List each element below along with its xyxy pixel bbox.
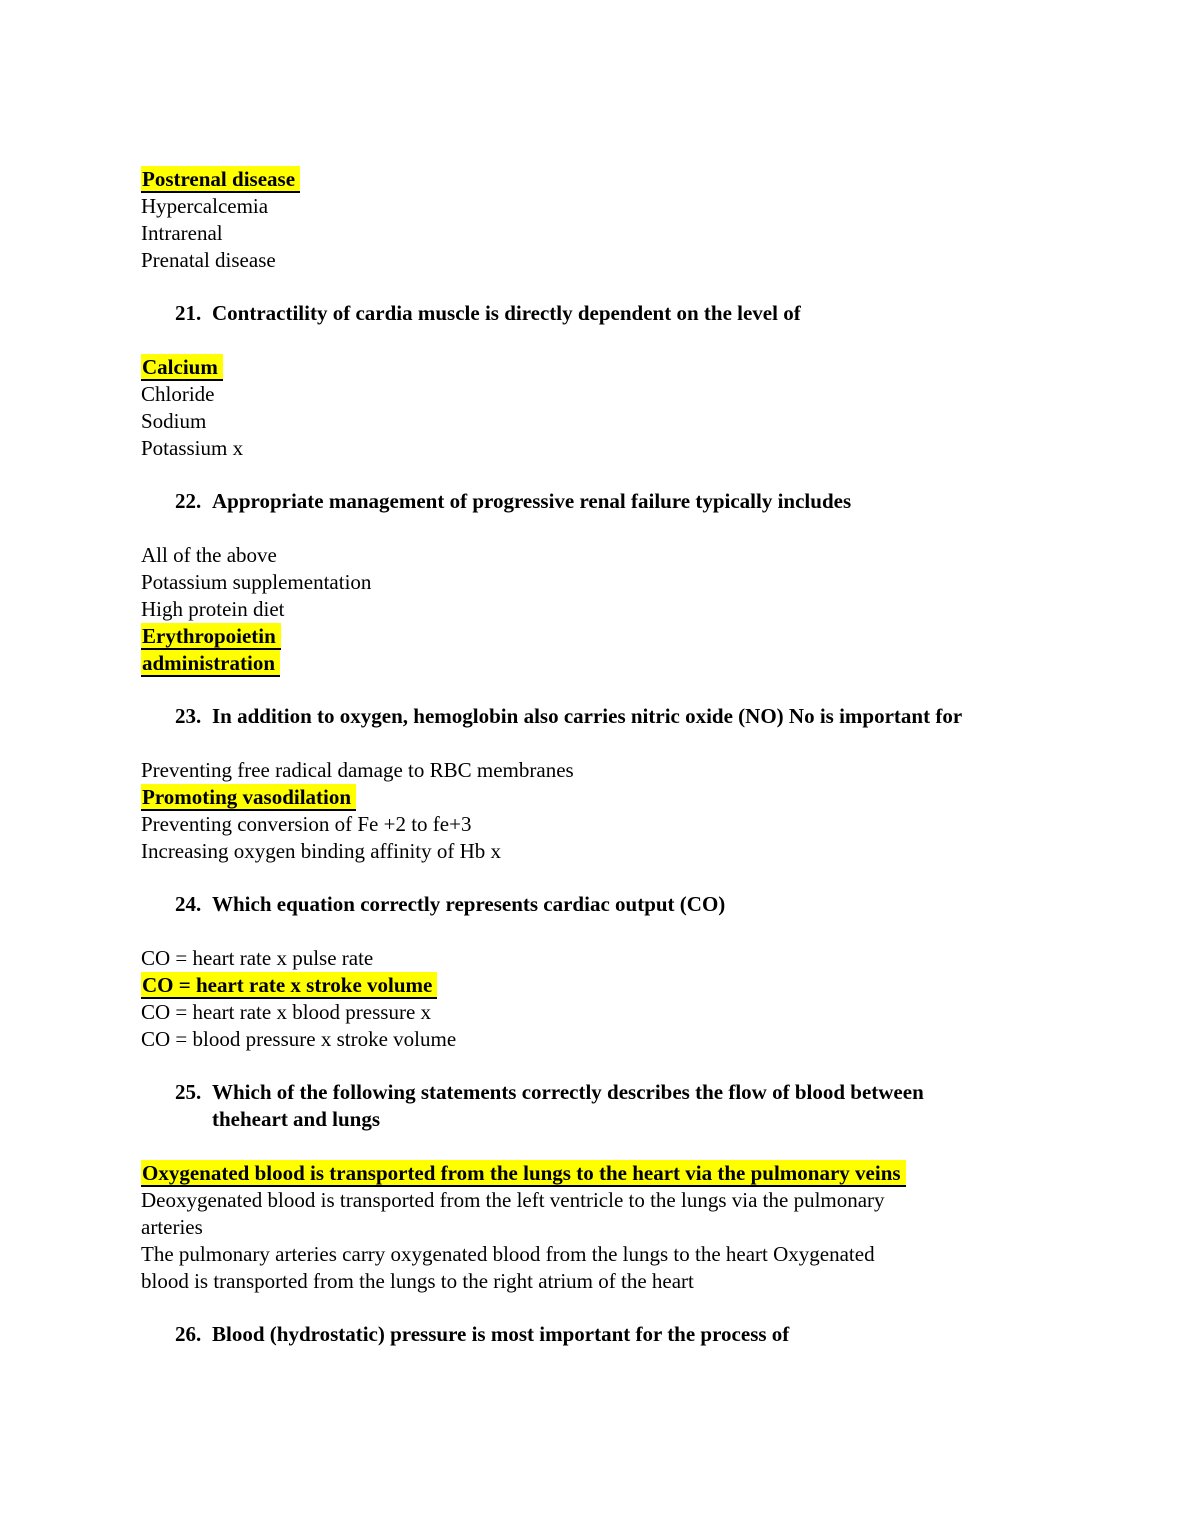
answer-text: Deoxygenated blood is transported from the left ventricle to the lungs via the pulmonary <box>141 1188 885 1212</box>
question-block <box>175 488 1150 515</box>
question-text: Which equation correctly represents cardiac output (CO) <box>212 892 726 916</box>
question-block <box>175 1079 1150 1133</box>
answer-option <box>141 596 1150 623</box>
answer-text: Hypercalcemia <box>141 194 269 218</box>
question-number: 25. <box>175 1080 202 1104</box>
question-line <box>175 488 1150 515</box>
answer-option <box>141 650 1150 677</box>
answer-option <box>141 1268 1150 1295</box>
answer-option <box>141 811 1150 838</box>
question-block <box>175 891 1150 918</box>
answer-text: CO = heart rate x blood pressure x <box>141 1000 432 1024</box>
question-line <box>175 300 1150 327</box>
answer-option <box>141 193 1150 220</box>
highlighted-answer: Postrenal disease <box>141 166 300 193</box>
question-continuation <box>175 1106 1150 1133</box>
question-text: theheart and lungs <box>212 1107 381 1131</box>
answer-text: Preventing free radical damage to RBC membranes <box>141 758 574 782</box>
answer-option <box>141 381 1150 408</box>
highlighted-answer: administration <box>141 650 280 677</box>
answer-text: Potassium x <box>141 436 244 460</box>
answer-option <box>141 1187 1150 1214</box>
answer-text: Intrarenal <box>141 221 223 245</box>
question-text: In addition to oxygen, hemoglobin also carries nitric oxide (NO) No is important for <box>212 704 963 728</box>
highlighted-answer: Oxygenated blood is transported from the lungs to the heart via the pulmonary veins <box>141 1160 906 1187</box>
answer-options <box>141 945 1150 1053</box>
answer-option <box>141 569 1150 596</box>
answer-option <box>141 838 1150 865</box>
answer-option <box>141 1026 1150 1053</box>
highlighted-answer: Promoting vasodilation <box>141 784 356 811</box>
answer-options <box>141 1160 1150 1295</box>
question-text: Appropriate management of progressive renal failure typically includes <box>212 489 852 513</box>
answer-options <box>141 757 1150 865</box>
answer-text: blood is transported from the lungs to the right atrium of the heart <box>141 1269 694 1293</box>
answer-options <box>141 542 1150 677</box>
question-text: Which of the following statements correctly describes the flow of blood between <box>212 1080 924 1104</box>
question-block <box>175 1321 1150 1348</box>
question-text: Blood (hydrostatic) pressure is most important for the process of <box>212 1322 790 1346</box>
answer-option <box>141 972 1150 999</box>
answer-option <box>141 999 1150 1026</box>
answer-text: The pulmonary arteries carry oxygenated blood from the lungs to the heart Oxygenated <box>141 1242 875 1266</box>
question-number: 21. <box>175 301 202 325</box>
answer-option <box>141 1241 1150 1268</box>
answer-text: CO = heart rate x pulse rate <box>141 946 374 970</box>
question-number: 23. <box>175 704 202 728</box>
question-line <box>175 703 1150 730</box>
answer-options <box>141 166 1150 274</box>
answer-text: CO = blood pressure x stroke volume <box>141 1027 457 1051</box>
question-line <box>175 1079 1150 1106</box>
answer-option <box>141 435 1150 462</box>
answer-option <box>141 354 1150 381</box>
answer-option <box>141 408 1150 435</box>
question-line <box>175 1321 1150 1348</box>
question-block <box>175 703 1150 730</box>
answer-option <box>141 1214 1150 1241</box>
answer-option <box>141 757 1150 784</box>
answer-text: arteries <box>141 1215 203 1239</box>
question-number: 22. <box>175 489 202 513</box>
answer-text: Chloride <box>141 382 215 406</box>
question-number: 26. <box>175 1322 202 1346</box>
answer-option <box>141 166 1150 193</box>
question-block <box>175 300 1150 327</box>
answer-option <box>141 542 1150 569</box>
answer-option <box>141 220 1150 247</box>
answer-option <box>141 623 1150 650</box>
answer-text: Potassium supplementation <box>141 570 372 594</box>
answer-text: High protein diet <box>141 597 285 621</box>
question-number: 24. <box>175 892 202 916</box>
answer-option <box>141 247 1150 274</box>
question-text: Contractility of cardia muscle is directly dependent on the level of <box>212 301 801 325</box>
highlighted-answer: Erythropoietin <box>141 623 281 650</box>
answer-option <box>141 945 1150 972</box>
answer-text: Increasing oxygen binding affinity of Hb x <box>141 839 502 863</box>
question-line <box>175 891 1150 918</box>
answer-option <box>141 1160 1150 1187</box>
answer-text: Sodium <box>141 409 207 433</box>
answer-text: Preventing conversion of Fe +2 to fe+3 <box>141 812 472 836</box>
highlighted-answer: CO = heart rate x stroke volume <box>141 972 437 999</box>
answer-text: Prenatal disease <box>141 248 276 272</box>
answer-text: All of the above <box>141 543 277 567</box>
highlighted-answer: Calcium <box>141 354 223 381</box>
answer-options <box>141 354 1150 462</box>
answer-option <box>141 784 1150 811</box>
